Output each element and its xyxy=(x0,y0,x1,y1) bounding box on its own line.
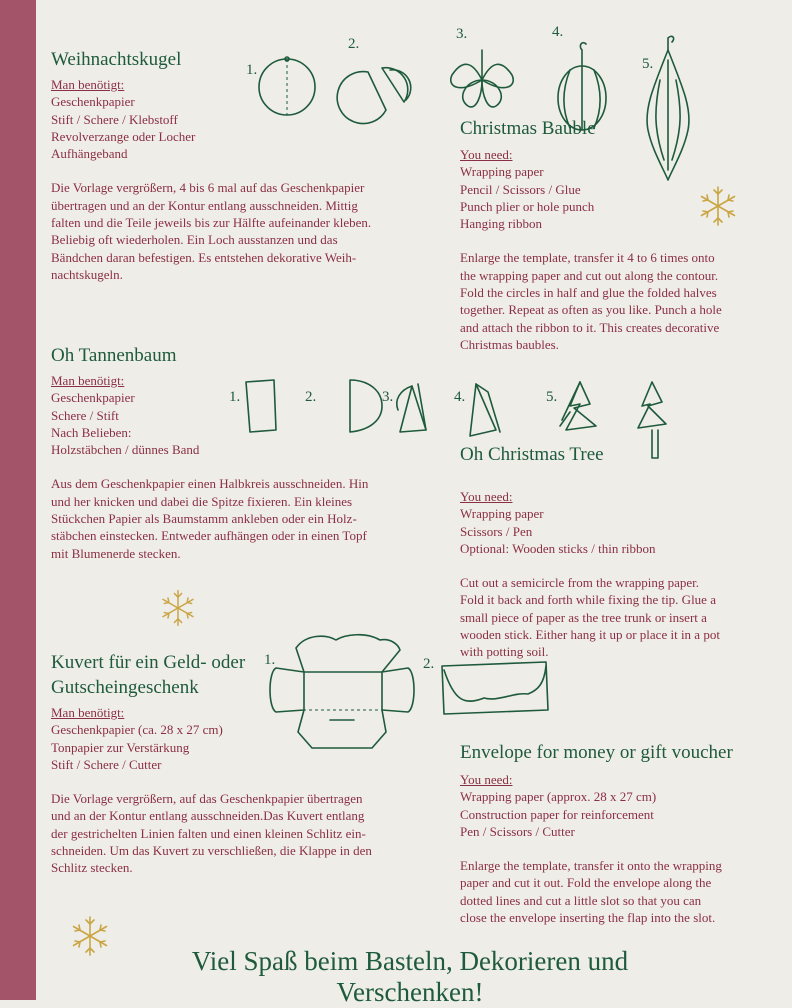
instruction-line: Enlarge the template, transfer it onto the wrapping xyxy=(460,858,722,874)
material-item: Wrapping paper (approx. 28 x 27 cm) xyxy=(460,789,657,805)
instruction-line: Die Vorlage vergrößern, auf das Geschenkpapier übertragen xyxy=(51,791,363,807)
envelope-title-de-line1: Kuvert für ein Geld- oder xyxy=(51,652,246,673)
material-item: Stift / Schere / Klebstoff xyxy=(51,111,178,127)
envelope-need-label-de: Man benötigt: xyxy=(51,705,125,720)
bauble-step-number: 1. xyxy=(246,62,258,78)
bauble-need-label-en: You need: xyxy=(460,147,513,162)
instruction-line: Beliebig oft wiederholen. Ein Loch ausstanzen und das xyxy=(51,232,338,248)
instruction-line: und her knicken und dabei die Spitze fixieren. Ein kleines xyxy=(51,493,353,509)
bauble-title-en: Christmas Bauble xyxy=(460,118,596,139)
instruction-line: nachtskugeln. xyxy=(51,266,123,282)
instruction-line: mit Blumenerde stecken. xyxy=(51,545,181,561)
bauble-step-number: 2. xyxy=(348,36,360,52)
tree-instructions-de xyxy=(51,475,411,561)
page-sidebar-stripe xyxy=(0,0,36,1000)
instruction-line: and attach the ribbon to it. This creates decorative xyxy=(460,319,720,335)
instruction-line: Cut out a semicircle from the wrapping paper. xyxy=(460,575,699,591)
material-item: Pencil / Scissors / Glue xyxy=(460,181,581,197)
tree-step-number: 3. xyxy=(382,389,394,405)
material-item: Wrapping paper xyxy=(460,164,544,180)
instruction-line: Fold the circles in half and glue the folded halves xyxy=(460,285,717,301)
material-item: Punch plier or hole punch xyxy=(460,198,595,214)
instruction-line: falten und die Teile jeweils bis zur Hälfte aufeinander kleben. xyxy=(51,215,372,231)
instruction-line: Enlarge the template, transfer it 4 to 6 times onto xyxy=(460,250,715,266)
envelope-title-de-line2: Gutscheingeschenk xyxy=(51,677,199,698)
instruction-line: close the envelope inserting the flap into the slot. xyxy=(460,910,716,926)
material-item: Scissors / Pen xyxy=(460,523,533,539)
instruction-line: small piece of paper as the tree trunk or insert a xyxy=(460,609,707,625)
material-item: Revolverzange oder Locher xyxy=(51,128,196,144)
envelope-title-en: Envelope for money or gift voucher xyxy=(460,742,733,763)
material-item: Aufhängeband xyxy=(51,146,128,162)
tree-step-number: 5. xyxy=(546,389,558,405)
tree-step-number: 4. xyxy=(454,389,466,405)
material-item: Geschenkpapier (ca. 28 x 27 cm) xyxy=(51,722,223,738)
material-item: Wrapping paper xyxy=(460,506,544,522)
instruction-line: Bändchen daran befestigen. Es entstehen dekorative Weih- xyxy=(51,249,357,265)
material-item: Holzstäbchen / dünnes Band xyxy=(51,442,200,458)
instruction-line: Schlitz stecken. xyxy=(51,860,133,876)
material-item: Nach Belieben: xyxy=(51,424,132,440)
instruction-line: Christmas baubles. xyxy=(460,336,559,352)
footer-tagline: Viel Spaß beim Basteln, Dekorieren und Verschenken! xyxy=(191,946,629,1007)
material-item: Hanging ribbon xyxy=(460,216,542,232)
instruction-line: together. Repeat as often as you like. Punch a hole xyxy=(460,302,722,318)
material-item: Construction paper for reinforcement xyxy=(460,806,654,822)
instruction-line: stäbchen einstecken. Entweder aufhängen oder in einen Topf xyxy=(51,528,367,544)
tree-step-number: 1. xyxy=(229,389,241,405)
instruction-line: Fold it back and forth while fixing the tip. Glue a xyxy=(460,592,716,608)
snowflake-icon xyxy=(68,914,112,958)
envelope-section-en xyxy=(460,771,780,926)
bauble-step-number: 4. xyxy=(552,24,564,40)
instruction-line: schneiden. Um das Kuvert zu verschließen, die Klappe in den xyxy=(51,843,372,859)
instruction-line: with potting soil. xyxy=(460,644,549,660)
envelope-step-number: 1. xyxy=(264,652,276,668)
instruction-line: dotted lines and cut a little slot so that you can xyxy=(460,892,702,908)
material-item: Tonpapier zur Verstärkung xyxy=(51,739,190,755)
instruction-line: der gestrichelten Linien falten und einen kleinen Schlitz ein- xyxy=(51,825,366,841)
bauble-instructions-de xyxy=(51,179,401,283)
bauble-title-de: Weihnachtskugel xyxy=(51,49,182,70)
tree-title-de: Oh Tannenbaum xyxy=(51,345,177,366)
material-item: Schere / Stift xyxy=(51,407,119,423)
tree-need-label-en: You need: xyxy=(460,489,513,504)
instruction-line: paper and cut it out. Fold the envelope along the xyxy=(460,875,712,891)
envelope-need-label-en: You need: xyxy=(460,772,513,787)
envelope-instructions-en xyxy=(460,857,780,926)
material-item: Geschenkpapier xyxy=(51,94,135,110)
envelope-step-number: 2. xyxy=(423,656,435,672)
envelope-step-illustration xyxy=(268,618,568,758)
envelope-instructions-de xyxy=(51,790,431,876)
material-item: Stift / Schere / Cutter xyxy=(51,756,162,772)
snowflake-icon xyxy=(158,588,198,628)
snowflake-icon xyxy=(696,184,740,228)
instruction-line: Die Vorlage vergrößern, 4 bis 6 mal auf das Geschenkpapier xyxy=(51,180,365,196)
bauble-need-label-de: Man benötigt: xyxy=(51,77,125,92)
tree-title-en: Oh Christmas Tree xyxy=(460,444,604,465)
instruction-line: the wrapping paper and cut out along the contour. xyxy=(460,267,719,283)
instruction-line: wooden stick. Either hang it up or place it in a pot xyxy=(460,627,720,643)
instruction-line: Aus dem Geschenkpapier einen Halbkreis ausschneiden. Hin xyxy=(51,476,369,492)
bauble-step-number: 3. xyxy=(456,26,468,42)
tree-need-label-de: Man benötigt: xyxy=(51,373,125,388)
instruction-line: Stückchen Papier als Baumstamm ankleben oder ein Holz- xyxy=(51,511,357,527)
material-item: Pen / Scissors / Cutter xyxy=(460,823,575,839)
bauble-instructions-en xyxy=(460,249,770,353)
bauble-step-number: 5. xyxy=(642,56,654,72)
tree-step-number: 2. xyxy=(305,389,317,405)
instruction-line: und an der Kontur entlang ausschneiden.Das Kuvert entlang xyxy=(51,808,365,824)
material-item: Geschenkpapier xyxy=(51,390,135,406)
material-item: Optional: Wooden sticks / thin ribbon xyxy=(460,540,656,556)
bauble-section-en xyxy=(460,146,770,353)
instruction-line: übertragen und an der Kontur entlang ausschneiden. Mittig xyxy=(51,197,358,213)
